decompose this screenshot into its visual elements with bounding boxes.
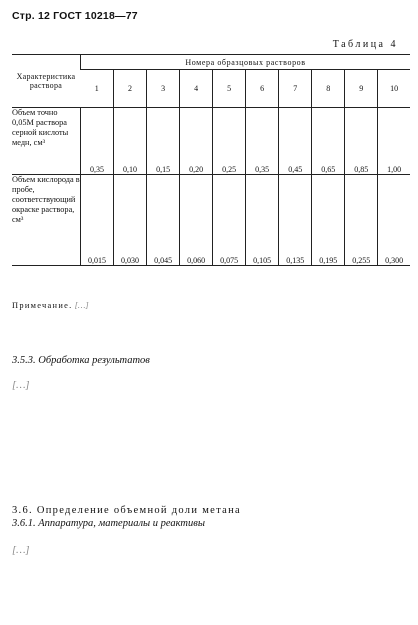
table-cell: 0,25 [213,108,246,175]
section-3-5-3-heading: 3.5.3. Обработка результатов [12,355,150,366]
table-caption: Таблица 4 [332,39,398,50]
note-heading: Примечание. [12,301,73,310]
section-3-6-1-text: […] [12,545,30,556]
column-header-5: 5 [213,70,246,108]
table-cell: 0,195 [312,175,345,266]
column-header-9: 9 [345,70,378,108]
column-header-10: 10 [378,70,410,108]
table-cell: 0,45 [279,108,312,175]
table-cell: 0,015 [81,175,114,266]
table-group-header: Номера образцовых растворов [81,55,411,70]
table-cell: 0,135 [279,175,312,266]
table-cell: 0,045 [147,175,180,266]
table-cell: 0,300 [378,175,410,266]
row-label-oxygen-volume: Объем кислорода в пробе, соответствующий окраске раствора, см³ [12,175,81,266]
row-label-acid-volume: Объем точно 0,05М раствора серной кислоты медн, см³ [12,108,81,175]
column-header-3: 3 [147,70,180,108]
section-3-5-3-text: […] [12,380,30,391]
table-cell: 0,255 [345,175,378,266]
table-row [12,108,410,175]
table-cell: 0,35 [81,108,114,175]
table-cell: 0,10 [114,108,147,175]
column-header-7: 7 [279,70,312,108]
column-header-2: 2 [114,70,147,108]
table-cell: 0,030 [114,175,147,266]
column-header-8: 8 [312,70,345,108]
table-corner-header: Характеристика раствора [12,55,81,108]
table-cell: 1,00 [378,108,410,175]
column-header-4: 4 [180,70,213,108]
section-3-6-heading: 3.6. Определение объемной доли метана [12,505,241,516]
table-row [12,175,410,266]
table-cell: 0,15 [147,108,180,175]
table-cell: 0,20 [180,108,213,175]
note-text: […] [74,301,89,310]
section-3-6-1-heading: 3.6.1. Аппаратура, материалы и реактивы [12,518,205,529]
table-cell: 0,65 [312,108,345,175]
column-header-6: 6 [246,70,279,108]
data-table [12,54,410,266]
table-cell: 0,060 [180,175,213,266]
table-cell: 0,35 [246,108,279,175]
table-cell: 0,075 [213,175,246,266]
table-cell: 0,105 [246,175,279,266]
column-header-1: 1 [81,70,114,108]
table-cell: 0,85 [345,108,378,175]
page-header: Стр. 12 ГОСТ 10218—77 [12,10,138,22]
table-note [12,300,408,311]
